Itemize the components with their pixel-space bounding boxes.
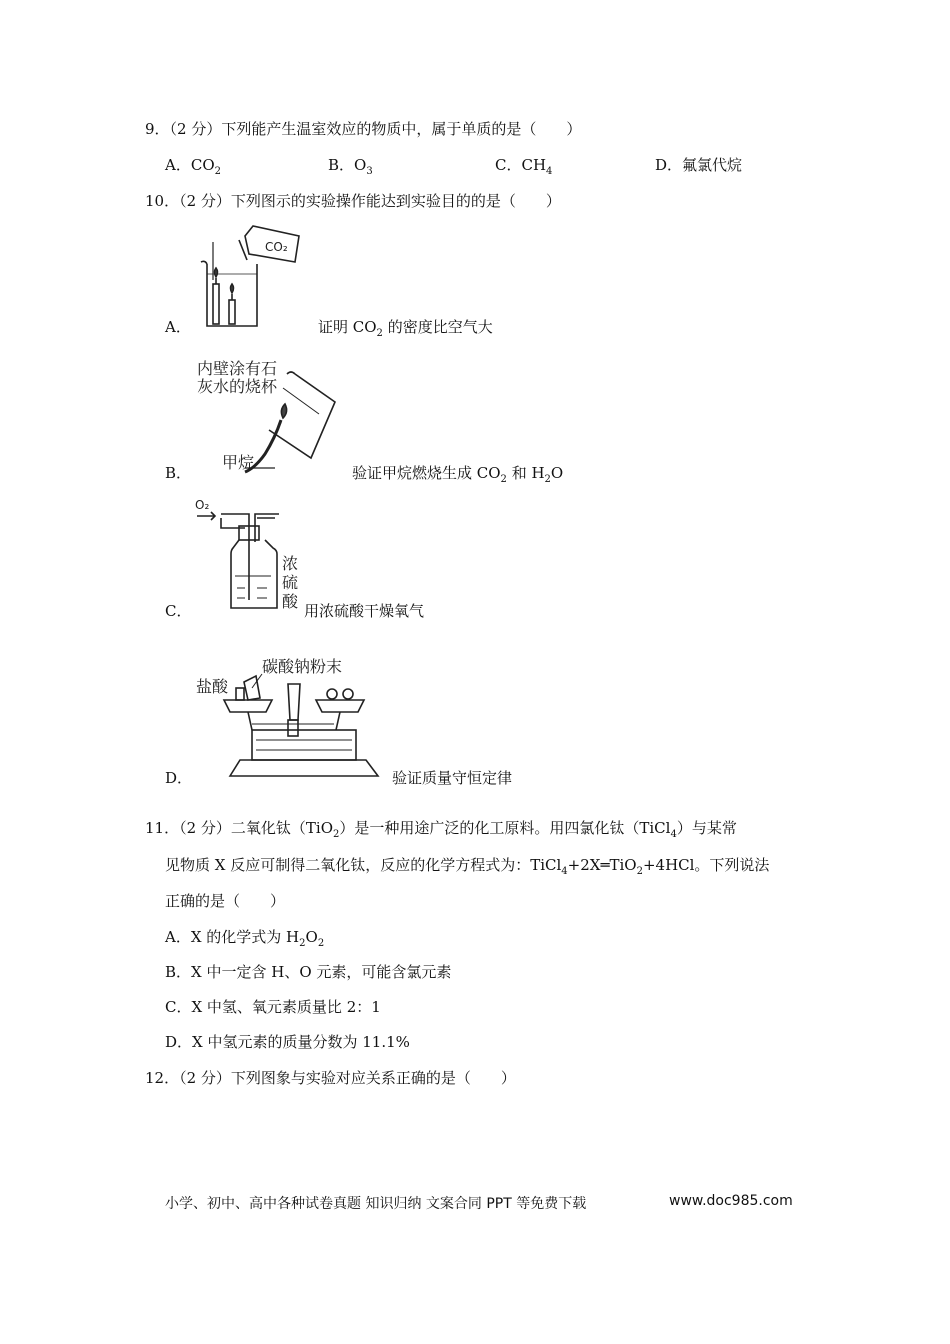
stem-sub: 4 xyxy=(670,829,677,840)
option-letter: D． xyxy=(655,156,683,174)
stem-sub: 2 xyxy=(333,829,340,840)
footer-text: 小学、初中、高中各种试卷真题 知识归纳 文案合同 PPT 等免费下载 xyxy=(165,1196,587,1212)
stem-part: ）与某常 xyxy=(676,819,737,837)
caption-sub: 2 xyxy=(376,328,383,339)
caption-sub: 2 xyxy=(544,474,551,485)
option-sub: 3 xyxy=(366,166,373,177)
q10-option-d-letter: D． xyxy=(165,769,193,787)
stem-part: +4HCl。下列说法 xyxy=(642,856,770,874)
q9-option-a xyxy=(165,154,221,177)
stem-part: +2X═TiO xyxy=(567,856,637,874)
q10-option-a-letter: A． xyxy=(165,318,191,336)
q9-option-b xyxy=(328,154,373,177)
option-part: O xyxy=(305,928,318,946)
figure-balance xyxy=(222,672,387,782)
q10-option-a-caption xyxy=(318,316,493,339)
fig-d-label-acid: 盐酸 xyxy=(196,677,229,696)
figure-co2-beaker xyxy=(195,222,305,332)
option-text: CH xyxy=(521,156,547,174)
option-sub: 4 xyxy=(546,166,553,177)
q11-option-b: B．X 中一定含 H、O 元素，可能含氯元素 xyxy=(165,963,452,981)
q11-stem-line3: 正确的是（ ） xyxy=(165,892,286,910)
q11-stem-line2 xyxy=(165,854,769,877)
option-text: CO xyxy=(190,156,215,174)
option-letter: A． xyxy=(165,156,191,174)
fig-b-label-line1: 内壁涂有石 xyxy=(197,359,278,378)
co2-label: CO₂ xyxy=(265,240,288,254)
fig-c-label-line2: 硫 xyxy=(282,573,299,592)
q10-option-d-caption: 验证质量守恒定律 xyxy=(392,769,513,787)
footer-link[interactable]: www.doc985.com xyxy=(669,1193,793,1209)
q10-option-b-caption xyxy=(352,462,563,485)
stem-part: ）是一种用途广泛的化工原料。用四氯化钛（TiCl xyxy=(339,819,671,837)
q11-stem-line1 xyxy=(145,817,737,840)
caption-sub: 2 xyxy=(500,474,507,485)
figure-methane-beaker xyxy=(195,358,345,483)
q10-option-c-letter: C． xyxy=(165,602,192,620)
caption-part: 证明 CO xyxy=(318,318,377,336)
option-sub: 2 xyxy=(214,166,221,177)
option-letter: C． xyxy=(495,156,522,174)
q10-stem: 10．（2 分）下列图示的实验操作能达到实验目的的是（ ） xyxy=(145,192,561,210)
fig-b-label-line2: 灰水的烧杯 xyxy=(197,377,278,396)
q11-option-a xyxy=(165,926,324,949)
option-sub: 2 xyxy=(317,938,325,949)
caption-part: 的密度比空气大 xyxy=(382,318,493,336)
q10-option-b-letter: B． xyxy=(165,464,192,482)
fig-d-label-powder: 碳酸钠粉末 xyxy=(262,657,343,676)
option-text: 氟氯代烷 xyxy=(682,156,743,174)
q11-option-c: C．X 中氢、氧元素质量比 2：1 xyxy=(165,998,381,1016)
o2-label: O₂ xyxy=(195,498,210,512)
caption-part: 验证甲烷燃烧生成 CO xyxy=(352,464,501,482)
q10-option-c-caption: 用浓硫酸干燥氧气 xyxy=(304,602,425,620)
option-letter: B． xyxy=(328,156,355,174)
q12-stem: 12．（2 分）下列图象与实验对应关系正确的是（ ） xyxy=(145,1069,516,1087)
stem-part: 见物质 X 反应可制得二氧化钛，反应的化学方程式为：TiCl xyxy=(165,856,562,874)
caption-part: 和 H xyxy=(506,464,545,482)
caption-part: O xyxy=(550,464,564,482)
option-part: A．X 的化学式为 H xyxy=(165,928,300,946)
stem-sub: 2 xyxy=(636,866,643,877)
fig-c-side-label xyxy=(282,554,298,611)
stem-sub: 4 xyxy=(561,866,568,877)
fig-b-label-methane: 甲烷 xyxy=(222,453,255,472)
fig-c-label-line3: 酸 xyxy=(282,592,299,611)
q9-option-d xyxy=(655,154,742,175)
option-sub: 2 xyxy=(299,938,306,949)
q9-option-c xyxy=(495,154,552,177)
q9-stem: 9．（2 分）下列能产生温室效应的物质中，属于单质的是（ ） xyxy=(145,120,582,138)
fig-c-label-line1: 浓 xyxy=(282,554,299,573)
stem-part: 11．（2 分）二氧化钛（TiO xyxy=(145,819,333,837)
option-text: O xyxy=(354,156,367,174)
q11-option-d: D．X 中氢元素的质量分数为 11.1% xyxy=(165,1033,410,1051)
